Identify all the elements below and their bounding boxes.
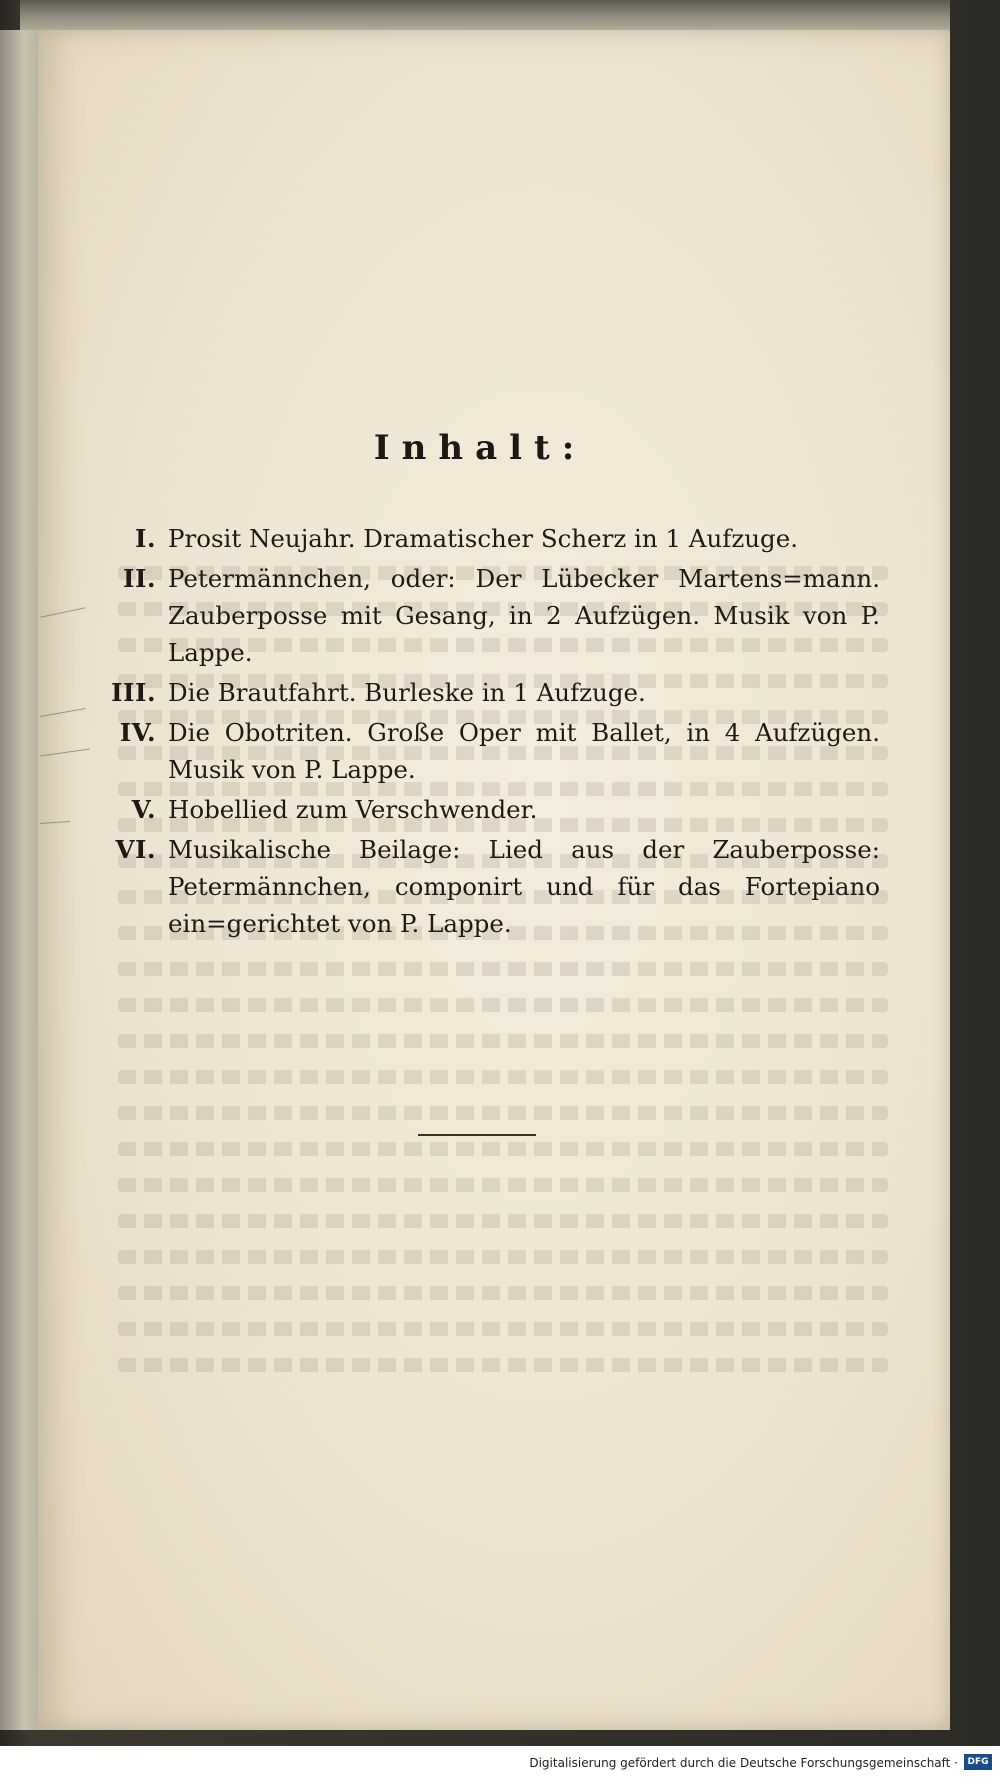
entry-text: Hobellied zum Verschwender. <box>168 795 538 824</box>
dfg-logo: DFG <box>964 1754 992 1770</box>
entry-text: Musikalische Beilage: Lied aus der Zauberposse: Petermännchen, componirt und für das Fortepiano ein=gerichtet von P. Lappe. <box>168 835 880 938</box>
toc-entry <box>100 674 880 711</box>
entry-number: V. <box>131 795 156 824</box>
entry-number: II. <box>123 564 156 593</box>
toc-entry <box>100 560 880 671</box>
entry-text: Die Brautfahrt. Burleske in 1 Aufzuge. <box>168 678 646 707</box>
entry-number: III. <box>111 678 156 707</box>
entry-text: Die Obotriten. Große Oper mit Ballet, in 4 Aufzügen. Musik von P. Lappe. <box>168 718 880 784</box>
table-of-contents <box>100 520 880 942</box>
separator-rule <box>418 1134 536 1136</box>
toc-entry <box>100 791 880 828</box>
entry-text: Petermännchen, oder: Der Lübecker Martens=mann. Zauberposse mit Gesang, in 2 Aufzügen. Musik von P. Lappe. <box>168 564 880 667</box>
toc-entry <box>100 831 880 942</box>
toc-entry <box>100 520 880 557</box>
toc-entry <box>100 714 880 788</box>
digitization-footer <box>0 1746 1000 1780</box>
entry-number: VI. <box>115 835 156 864</box>
entry-number: IV. <box>119 718 156 747</box>
contents-heading: Inhalt: <box>373 428 587 468</box>
entry-number: I. <box>135 524 156 553</box>
funding-credit: Digitalisierung gefördert durch die Deutsche Forschungsgemeinschaft · <box>529 1756 958 1770</box>
entry-text: Prosit Neujahr. Dramatischer Scherz in 1 Aufzuge. <box>168 524 799 553</box>
